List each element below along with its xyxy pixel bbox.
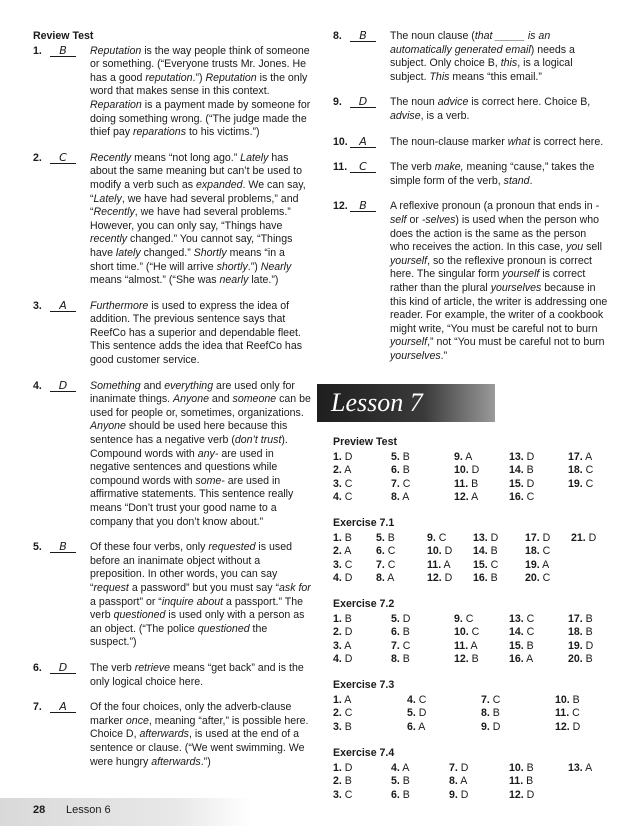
answer-cell: 12. B [454,653,479,666]
answer-cell: 4. D [333,572,353,585]
answer-cell: 4. C [407,693,427,706]
answer-cell: 1. A [333,693,352,706]
review-items-right [333,30,608,363]
answer-block-title: Preview Test [333,436,397,448]
answer-cell: 9. C [427,531,447,544]
answer-cell: 4. C [333,491,353,504]
answer-cell: 12. D [427,572,453,585]
answer-row [333,451,608,465]
item-answer: A [50,300,76,312]
answer-cell: 15. C [473,558,499,571]
answer-row [333,694,608,708]
item-explanation: The verb make, meaning “cause,” takes the simple form of the verb, stand. [390,161,595,187]
answer-cell: 2. C [333,707,353,720]
footer-lesson-label: Lesson 6 [66,804,111,816]
answer-cell: 16. B [473,572,498,585]
answer-cell: 7. C [376,558,396,571]
item-number: 8. [333,30,342,42]
review-item [333,30,608,84]
answer-cell: 13. A [568,761,593,774]
item-answer: A [50,701,76,713]
answer-cell: 6. B [391,788,410,801]
answer-block-title: Exercise 7.3 [333,679,395,691]
item-number: 9. [333,96,342,109]
answer-cell: 10. B [509,761,534,774]
lesson-banner [317,384,495,422]
item-number: 2. [33,151,42,164]
answer-row [333,707,608,721]
item-explanation: The verb retrieve means “get back” and is the only logical choice here. [90,661,304,688]
answer-cell: 11. A [427,558,451,571]
answer-row [333,721,608,735]
review-test-right-column [333,30,608,375]
answer-cell: 5. D [391,612,411,625]
answer-block-title: Exercise 7.4 [333,747,395,759]
item-explanation: Something and everything are used only for inanimate things. Anyone and someone can be used for people or, sometimes, organizations. Anyone should be used here because this sentence has a negative verb (don’t trust). Compound words with any- are used in negative sentences and questions while compound words with some- are used in affirmative statements. This sentence really means “Don’t trust your good name to a company that you don’t know about.” [90,379,311,528]
review-items-left [33,45,311,770]
answer-row [333,789,608,803]
answer-cell: 2. D [333,626,353,639]
lesson-banner-title: Lesson 7 [331,388,423,417]
answer-cell: 14. C [509,626,535,639]
answer-cell: 18. C [525,545,551,558]
answer-cell: 11. B [454,477,479,490]
answer-cell: 3. A [333,639,352,652]
answer-cell: 1. D [333,450,353,463]
answer-cell: 6. A [407,720,426,733]
item-number: 1. [33,44,42,57]
answer-block [333,517,608,586]
item-answer: B [350,30,376,42]
item-answer: B [350,200,376,212]
answer-cell: 15. B [509,639,534,652]
answer-cell: 7. C [481,693,501,706]
answer-row [333,464,608,478]
answer-row [333,572,608,586]
item-explanation: A reflexive pronoun (a pronoun that ends in -self or -selves) is used when the person who does the action is the same as the person who receives the action. In this case, you sell yourself, so the reflexive pronoun is correct here. The singular form yourself is correct rather than the plural yourselves because in this kind of article, the writer is addressing one reader. For example, the writer of a cookbook might write, “You must be careful not to burn yourself,” not “You must be careful not to burn yourselves.” [390,200,608,362]
answer-cell: 3. C [333,477,353,490]
review-item [33,152,311,288]
answer-cell: 17. B [568,612,593,625]
answer-cell: 8. A [449,775,468,788]
page-footer [0,798,252,826]
answer-block [333,436,608,505]
answer-cell: 19. D [568,639,594,652]
answer-cell: 5. B [391,775,410,788]
answer-cell: 19. A [525,558,550,571]
answer-cell: 18. B [568,626,593,639]
answer-row [333,775,608,789]
answer-cell: 6. C [376,545,396,558]
answer-row [333,626,608,640]
answer-cell: 12. D [555,720,581,733]
review-test-left-column [33,30,311,781]
answer-row [333,478,608,492]
answer-cell: 16. A [509,653,534,666]
answer-cell: 12. D [509,788,535,801]
item-explanation: Furthermore is used to express the idea of addition. The previous sentence says that ReefCo has a superior and dependable fleet. This sentence adds the idea that ReefCo has good customer service. [90,299,303,367]
answer-cell: 2. B [333,775,352,788]
answer-cell: 20. B [568,653,593,666]
answer-cell: 18. C [568,464,594,477]
answer-cell: 19. C [568,477,594,490]
item-number: 12. [333,200,348,213]
answer-cell: 10. D [427,545,453,558]
answer-cell: 13. C [509,612,535,625]
review-item [333,96,608,123]
answer-cell: 21. D [571,531,597,544]
answer-cell: 2. A [333,545,352,558]
item-number: 7. [33,701,42,714]
answer-cell: 9. A [454,450,473,463]
answer-cell: 17. D [525,531,551,544]
answer-cell: 4. A [391,761,410,774]
answer-cell: 16. C [509,491,535,504]
answer-cell: 8. A [391,491,410,504]
answer-cell: 9. D [449,788,469,801]
answer-cell: 10. B [555,693,580,706]
answer-cell: 7. D [449,761,469,774]
review-item [33,300,311,368]
answer-cell: 5. B [376,531,395,544]
answer-cell: 7. C [391,477,411,490]
review-item [33,380,311,530]
item-answer: B [50,541,76,553]
answer-cell: 15. D [509,477,535,490]
page-number: 28 [33,804,46,816]
answer-block-title: Exercise 7.2 [333,598,395,610]
review-item [33,701,311,769]
answer-cell: 5. B [391,450,410,463]
answer-cell: 14. B [473,545,498,558]
answer-cell: 8. B [391,653,410,666]
item-answer: D [50,380,76,392]
item-number: 6. [33,661,42,674]
item-answer: D [50,662,76,674]
item-number: 3. [33,299,42,312]
review-item [333,161,608,188]
answer-cell: 4. D [333,653,353,666]
review-item [33,45,311,140]
answer-cell: 5. D [407,707,427,720]
answer-row [333,762,608,776]
answer-block-title: Exercise 7.1 [333,517,395,529]
review-test-title: Review Test [33,30,94,42]
answer-cell: 3. B [333,720,352,733]
review-item [333,200,608,363]
item-number: 10. [333,135,348,148]
answer-cell: 9. C [454,612,474,625]
answer-row [333,491,608,505]
item-explanation: Recently means “not long ago.” Lately has about the same meaning but can’t be used to modify a verb such as expanded. We can say, “Lately, we have had several problems,” and “Recently, we have had several problems.” However, you can only say, “Things have recently changed.” You cannot say, “Things have lately changed.” Shortly means “in a short time.” (“He will arrive shortly.”) Nearly means “almost.” (“She was nearly late.”) [90,151,306,287]
item-answer: D [350,96,376,108]
item-answer: C [50,152,76,164]
answer-cell: 3. C [333,788,353,801]
answer-cell: 20. C [525,572,551,585]
answer-cell: 6. B [391,464,410,477]
item-explanation: Of these four verbs, only requested is used before an inanimate object without a preposition. In other words, you can say “request a password” but you must say “ask for a passport” or “inquire about a passport.” The verb questioned is used only with a person as an object. (“The police questioned the suspect.”) [90,541,311,649]
item-explanation: Of the four choices, only the adverb-clause marker once, meaning “after,” is possible here. Choice D, afterwards, is used at the end of a sentence or clause. (“We went swimming. We were hungry afterwards.”) [90,701,309,768]
answer-cell: 7. C [391,639,411,652]
answer-cell: 1. B [333,612,352,625]
answer-cell: 11. C [555,707,580,720]
answer-cell: 2. A [333,464,352,477]
item-explanation: Reputation is the way people think of someone or something. (“Everyone trusts Mr. Jones. He has a good reputation.”) Reputation is the only word that makes sense in this context. Reparation is a payment made by someone for doing something wrong. (“The judge made the thief pay reparations to his victims.”) [90,44,311,139]
item-answer: A [350,136,376,148]
answer-cell: 1. D [333,761,353,774]
answer-cell: 8. A [376,572,395,585]
item-answer: C [350,161,376,173]
item-explanation: The noun advice is correct here. Choice B, advise, is a verb. [390,96,591,122]
answer-cell: 1. B [333,531,352,544]
answer-cell: 10. D [454,464,480,477]
item-explanation: The noun clause (that _____ is an automatically generated email) needs a subject. Only choice B, this, is a logical subject. This means “this email.” [390,30,575,83]
answer-cell: 11. B [509,775,534,788]
answer-row [333,532,608,546]
item-number: 5. [33,541,42,554]
answer-cell: 13. D [473,531,499,544]
review-item [333,136,608,150]
answer-block [333,679,608,734]
answer-row [333,545,608,559]
review-item [33,662,311,689]
answer-cell: 10. C [454,626,480,639]
answer-cell: 17. A [568,450,593,463]
item-number: 11. [333,161,348,174]
item-answer: B [50,45,76,57]
answer-block [333,598,608,667]
answer-block [333,747,608,802]
answer-cell: 13. D [509,450,535,463]
answer-cell: 12. A [454,491,479,504]
review-item [33,541,311,650]
answer-cell: 9. D [481,720,501,733]
answer-cell: 8. B [481,707,500,720]
answer-row [333,559,608,573]
answer-row [333,640,608,654]
answer-row [333,613,608,627]
answer-cell: 6. B [391,626,410,639]
answer-cell: 14. B [509,464,534,477]
item-number: 4. [33,379,42,392]
answer-cell: 11. A [454,639,478,652]
answer-cell: 3. C [333,558,353,571]
answer-row [333,653,608,667]
item-explanation: The noun-clause marker what is correct here. [390,135,604,148]
